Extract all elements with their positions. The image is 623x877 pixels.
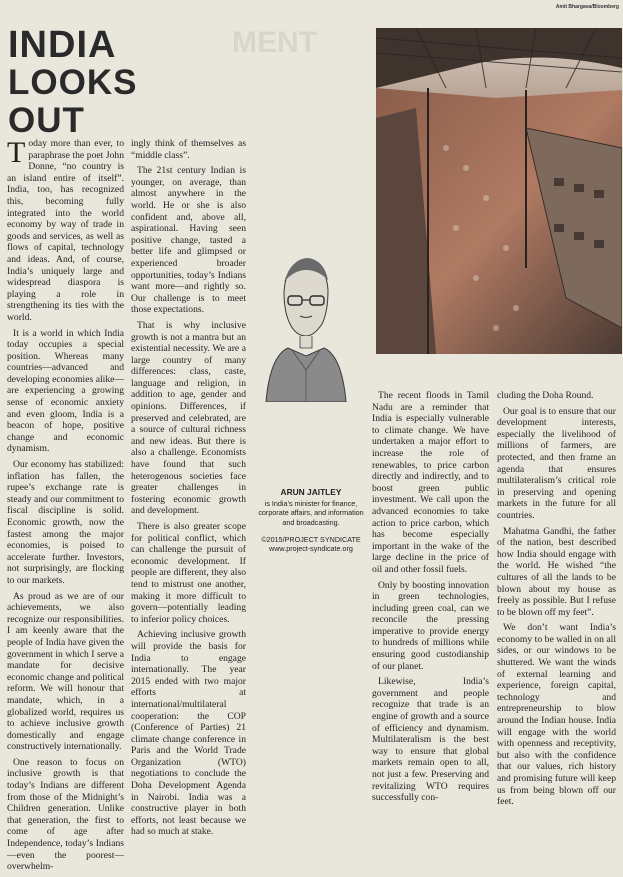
article-column-5 <box>497 390 616 812</box>
author-name: ARUN JAITLEY <box>280 487 342 497</box>
paragraph: The 21st century Indian is younger, on average, than almost anywhere in the world. He or she is also confident and, above all, aspirational. Having seen positive change, tasted a better life and glimpsed or experienced broader opportunities, today’s Indians want more—and rightly so. Our challenge is to meet those expectations. <box>131 165 246 316</box>
paragraph: Mahatma Gandhi, the father of the nation, best described how India should engage with the world. He wished “the cultures of all the lands to be blown about my house as freely as possible. But I refuse to be blown off my feet”. <box>497 525 616 618</box>
drop-cap: T <box>7 136 26 169</box>
article-column-2 <box>131 138 246 842</box>
paragraph: It is a world in which India today occupies a special position. Whereas many countries—advanced and developing economies alike—are experiencing a growing sense of economic anxiety and even gloom, India is a beacon of hope, positive change and economic dynamism. <box>7 327 124 455</box>
paragraph: Only by boosting innovation in green technologies, including green coal, can we reconcile the pressing imperative to provide energy to hundreds of millions while ensuring good custodianship of our planet. <box>372 579 489 672</box>
author-title: is India’s minister for finance, corporate affairs, and information and broadcasting. <box>258 499 364 527</box>
author-portrait-illustration <box>262 252 348 402</box>
paragraph: Our goal is to ensure that our development interests, especially the livelihood of millions of farmers, are protected, and then frame an agenda that ensures multilateralism’s critical role in preserving and opening markets in the future for all countries. <box>497 405 616 521</box>
paragraph: Today more than ever, to paraphrase the poet John Donne, “no country is an island entire of itself”. India, too, has recognized this, becoming fully integrated into the world economy by way of trade in goods and services, as well as flows of capital, technology and ideas. And, of course, India’s uniquely large and widespread diaspora is playing a role in strengthening its ties with the world. <box>7 136 124 323</box>
paragraph: Likewise, India’s government and people recognize that trade is an engine of growth and a source of efficiency and dynamism. Multilateralism is the best way to ensure that global markets remain open to all, not just a few. Preserving and revitalizing WTO requires successfully con- <box>372 676 489 804</box>
headline <box>8 26 208 140</box>
paragraph: That is why inclusive growth is not a mantra but an existential necessity. We are a large country of many differences: class, caste, language and religion, in addition to age, gender and opinions. Differences, if preserved and celebrated, are a source of cultural richness and new ideas. But there is also a challenge. Economists have found that such heterogenous societies face greater challenges in fostering economic growth and development. <box>131 319 246 517</box>
photo-credit: Amit Bhargava/Bloomberg <box>555 4 619 10</box>
paragraph: There is also greater scope for political conflict, which can challenge the pursuit of economic development. If people are different, they also tend to mistrust one another, making it more difficult to govern—potentially leading to inferior policy choices. <box>131 521 246 625</box>
paragraph: We don’t want India’s economy to be walled in on all sides, or our windows to be shuttered. We want the winds of external learning and experience, foreign capital, technology and entrepreneurship to blow around the Indian house. India will engage with the world with openness and receptivity, but also with the confidence that our values, rich history and promising future will keep us from being blown off our feet. <box>497 622 616 808</box>
syndicate-url: www.project-syndicate.org <box>269 544 353 554</box>
article-column-4 <box>372 390 489 808</box>
paragraph: The recent floods in Tamil Nadu are a reminder that India is especially vulnerable to climate change. We have undertaken a major effort to increase the role of renewables, to price carbon directly and indirectly, and to boost green public investment. We call upon the advanced economies to take action to price carbon, which has become especially important in the wake of the large decline in the price of oil and other fossil fuels. <box>372 390 489 575</box>
paragraph: As proud as we are of our achievements, we also recognize our responsibilities. I am keenly aware that the people of India have given the government in which I serve a mandate for decisive economic change and political reform. We will honour that mandate, which, in a globalized world, requires us to achieve inclusive growth domestically and engage constructively internationally. <box>7 590 124 753</box>
headline-line-1: INDIA <box>8 24 117 66</box>
headline-line-2: LOOKS OUT <box>8 63 138 140</box>
paragraph: cluding the Doha Round. <box>497 390 594 401</box>
author-bio <box>256 488 366 553</box>
railway-station-photo <box>376 28 622 354</box>
paragraph: One reason to focus on inclusive growth is that today’s Indians are different from those of the Midnight’s Children generation. Unlike that generation, the first to come of age after Independence, today’s Indians—even the poorest—overwhelm- <box>7 756 124 873</box>
bleed-through-text: MENT <box>232 26 317 59</box>
paragraph: Achieving inclusive growth will provide the basis for India to engage internationally. The year 2015 ended with two major efforts at international/multilateral cooperation: the COP (Conference of Parties) 21 climate change conference in Paris and the World Trade Organization (WTO) negotiations to conclude the Doha Development Agenda in Nairobi. India was a constructive player in both efforts, not least because we had so much at stake. <box>131 629 246 838</box>
paragraph: ingly think of themselves as “middle class”. <box>131 138 246 161</box>
copyright-line: ©2015/PROJECT SYNDICATE <box>261 534 361 544</box>
paragraph: Our economy has stabilized: inflation has fallen, the rupee’s exchange rate is steady and our commitment to fiscal discipline is solid. Economic growth, now the fastest among the major economies, is poised to accelerate further. Investors, not surprisingly, are flocking to our markets. <box>7 459 124 586</box>
article-column-1 <box>7 138 124 877</box>
